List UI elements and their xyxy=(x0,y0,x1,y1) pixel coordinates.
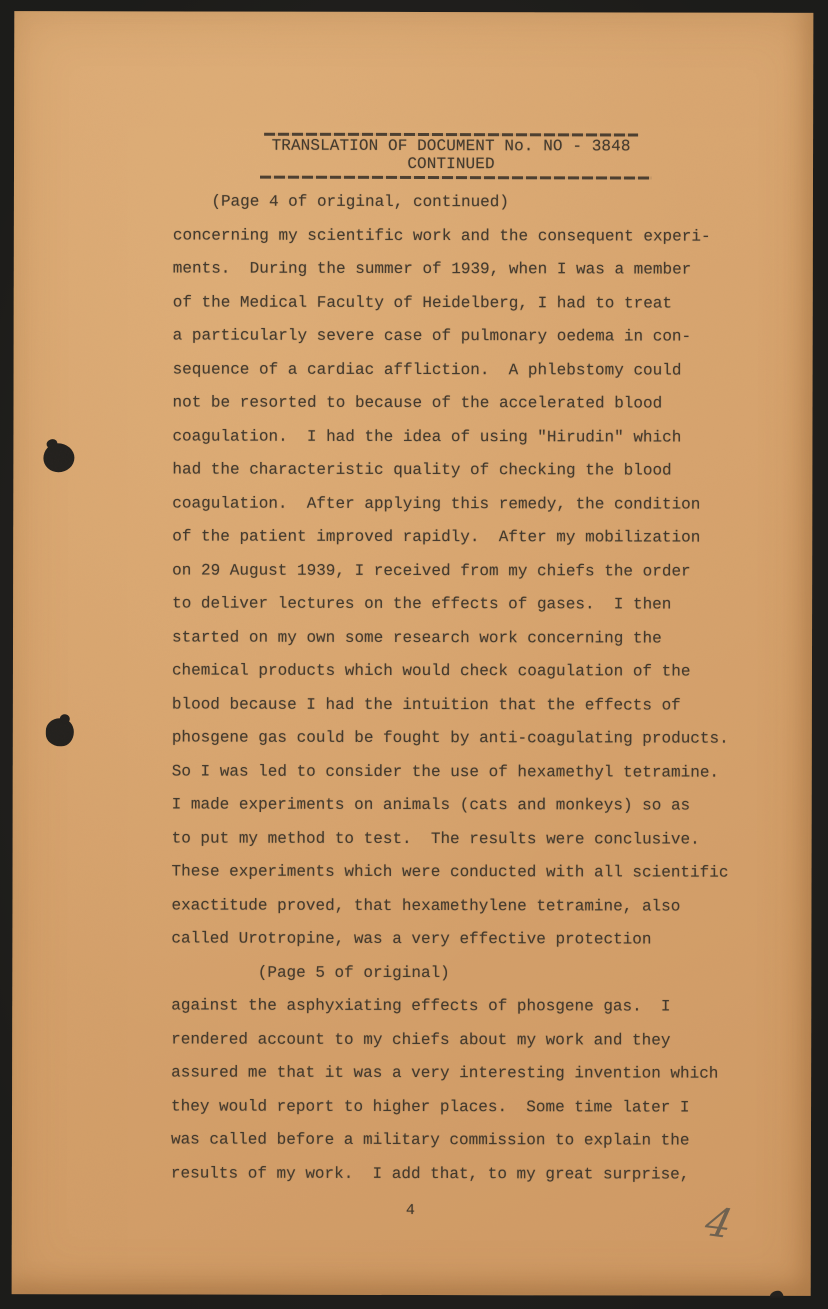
text-line: they would report to higher places. Some time later I xyxy=(171,1096,690,1117)
text-line: coagulation. I had the idea of using "Hirudin" which xyxy=(172,426,682,447)
text-line: These experiments which were conducted with all scientific xyxy=(171,862,729,882)
text-line: had the characteristic quality of checking the blood xyxy=(172,460,672,480)
document-subtitle: CONTINUED xyxy=(407,154,495,174)
text-line: exactitude proved, that hexamethylene tetramine, also xyxy=(171,895,681,916)
text-line: coagulation. After applying this remedy, the condition xyxy=(172,493,701,514)
text-line: results of my work. I add that, to my great surprise, xyxy=(170,1163,690,1184)
text-line: on 29 August 1939, I received from my chiefs the order xyxy=(172,560,691,581)
text-line: called Urotropine, was a very effective protection xyxy=(171,929,652,949)
text-line: against the asphyxiating effects of phosgene gas. I xyxy=(171,996,671,1016)
text-line: I made experiments on animals (cats and monkeys) so as xyxy=(171,795,691,815)
typed-page-number: 4 xyxy=(405,1201,415,1220)
text-line: phosgene gas could be fought by anti-coagulating products. xyxy=(171,728,729,748)
text-line: ments. During the summer of 1939, when I was a member xyxy=(172,259,692,279)
document-header xyxy=(264,133,638,180)
text-line: a particularly severe case of pulmonary oedema in con- xyxy=(172,326,692,346)
text-line: chemical products which would check coagulation of the xyxy=(171,661,691,681)
text-line: was called before a military commission to explain the xyxy=(170,1130,690,1150)
hole-punch-top xyxy=(43,443,74,472)
text-line: of the Medical Faculty of Heidelberg, I had to treat xyxy=(172,292,673,313)
text-line: (Page 5 of original) xyxy=(171,962,450,982)
text-line: to put my method to test. The results were conclusive. xyxy=(171,828,700,849)
text-line: started on my own some research work concerning the xyxy=(172,627,662,648)
text-line: of the patient improved rapidly. After my mobilization xyxy=(172,527,701,547)
document-body xyxy=(171,185,730,1191)
dashed-rule-bottom xyxy=(260,176,652,180)
text-line: to deliver lectures on the effects of gases. I then xyxy=(172,594,672,614)
document-page xyxy=(12,11,814,1296)
paper-edge-notch xyxy=(770,1291,784,1298)
hole-punch-bottom xyxy=(46,718,74,746)
text-line: concerning my scientific work and the consequent experi- xyxy=(172,225,711,246)
text-line: blood because I had the intuition that the effects of xyxy=(171,694,681,715)
document-title: TRANSLATION OF DOCUMENT No. NO - 3848 xyxy=(271,136,631,156)
text-line: sequence of a cardiac affliction. A phlebstomy could xyxy=(172,359,682,380)
text-line: assured me that it was a very interesting invention which xyxy=(171,1063,719,1083)
handwritten-page-number: 4 xyxy=(700,1199,737,1248)
text-line: So I was led to consider the use of hexamethyl tetramine. xyxy=(171,761,720,782)
text-line: rendered account to my chiefs about my work and they xyxy=(171,1029,671,1050)
text-line: not be resorted to because of the accelerated blood xyxy=(172,393,663,413)
text-line: (Page 4 of original, continued) xyxy=(172,192,510,212)
